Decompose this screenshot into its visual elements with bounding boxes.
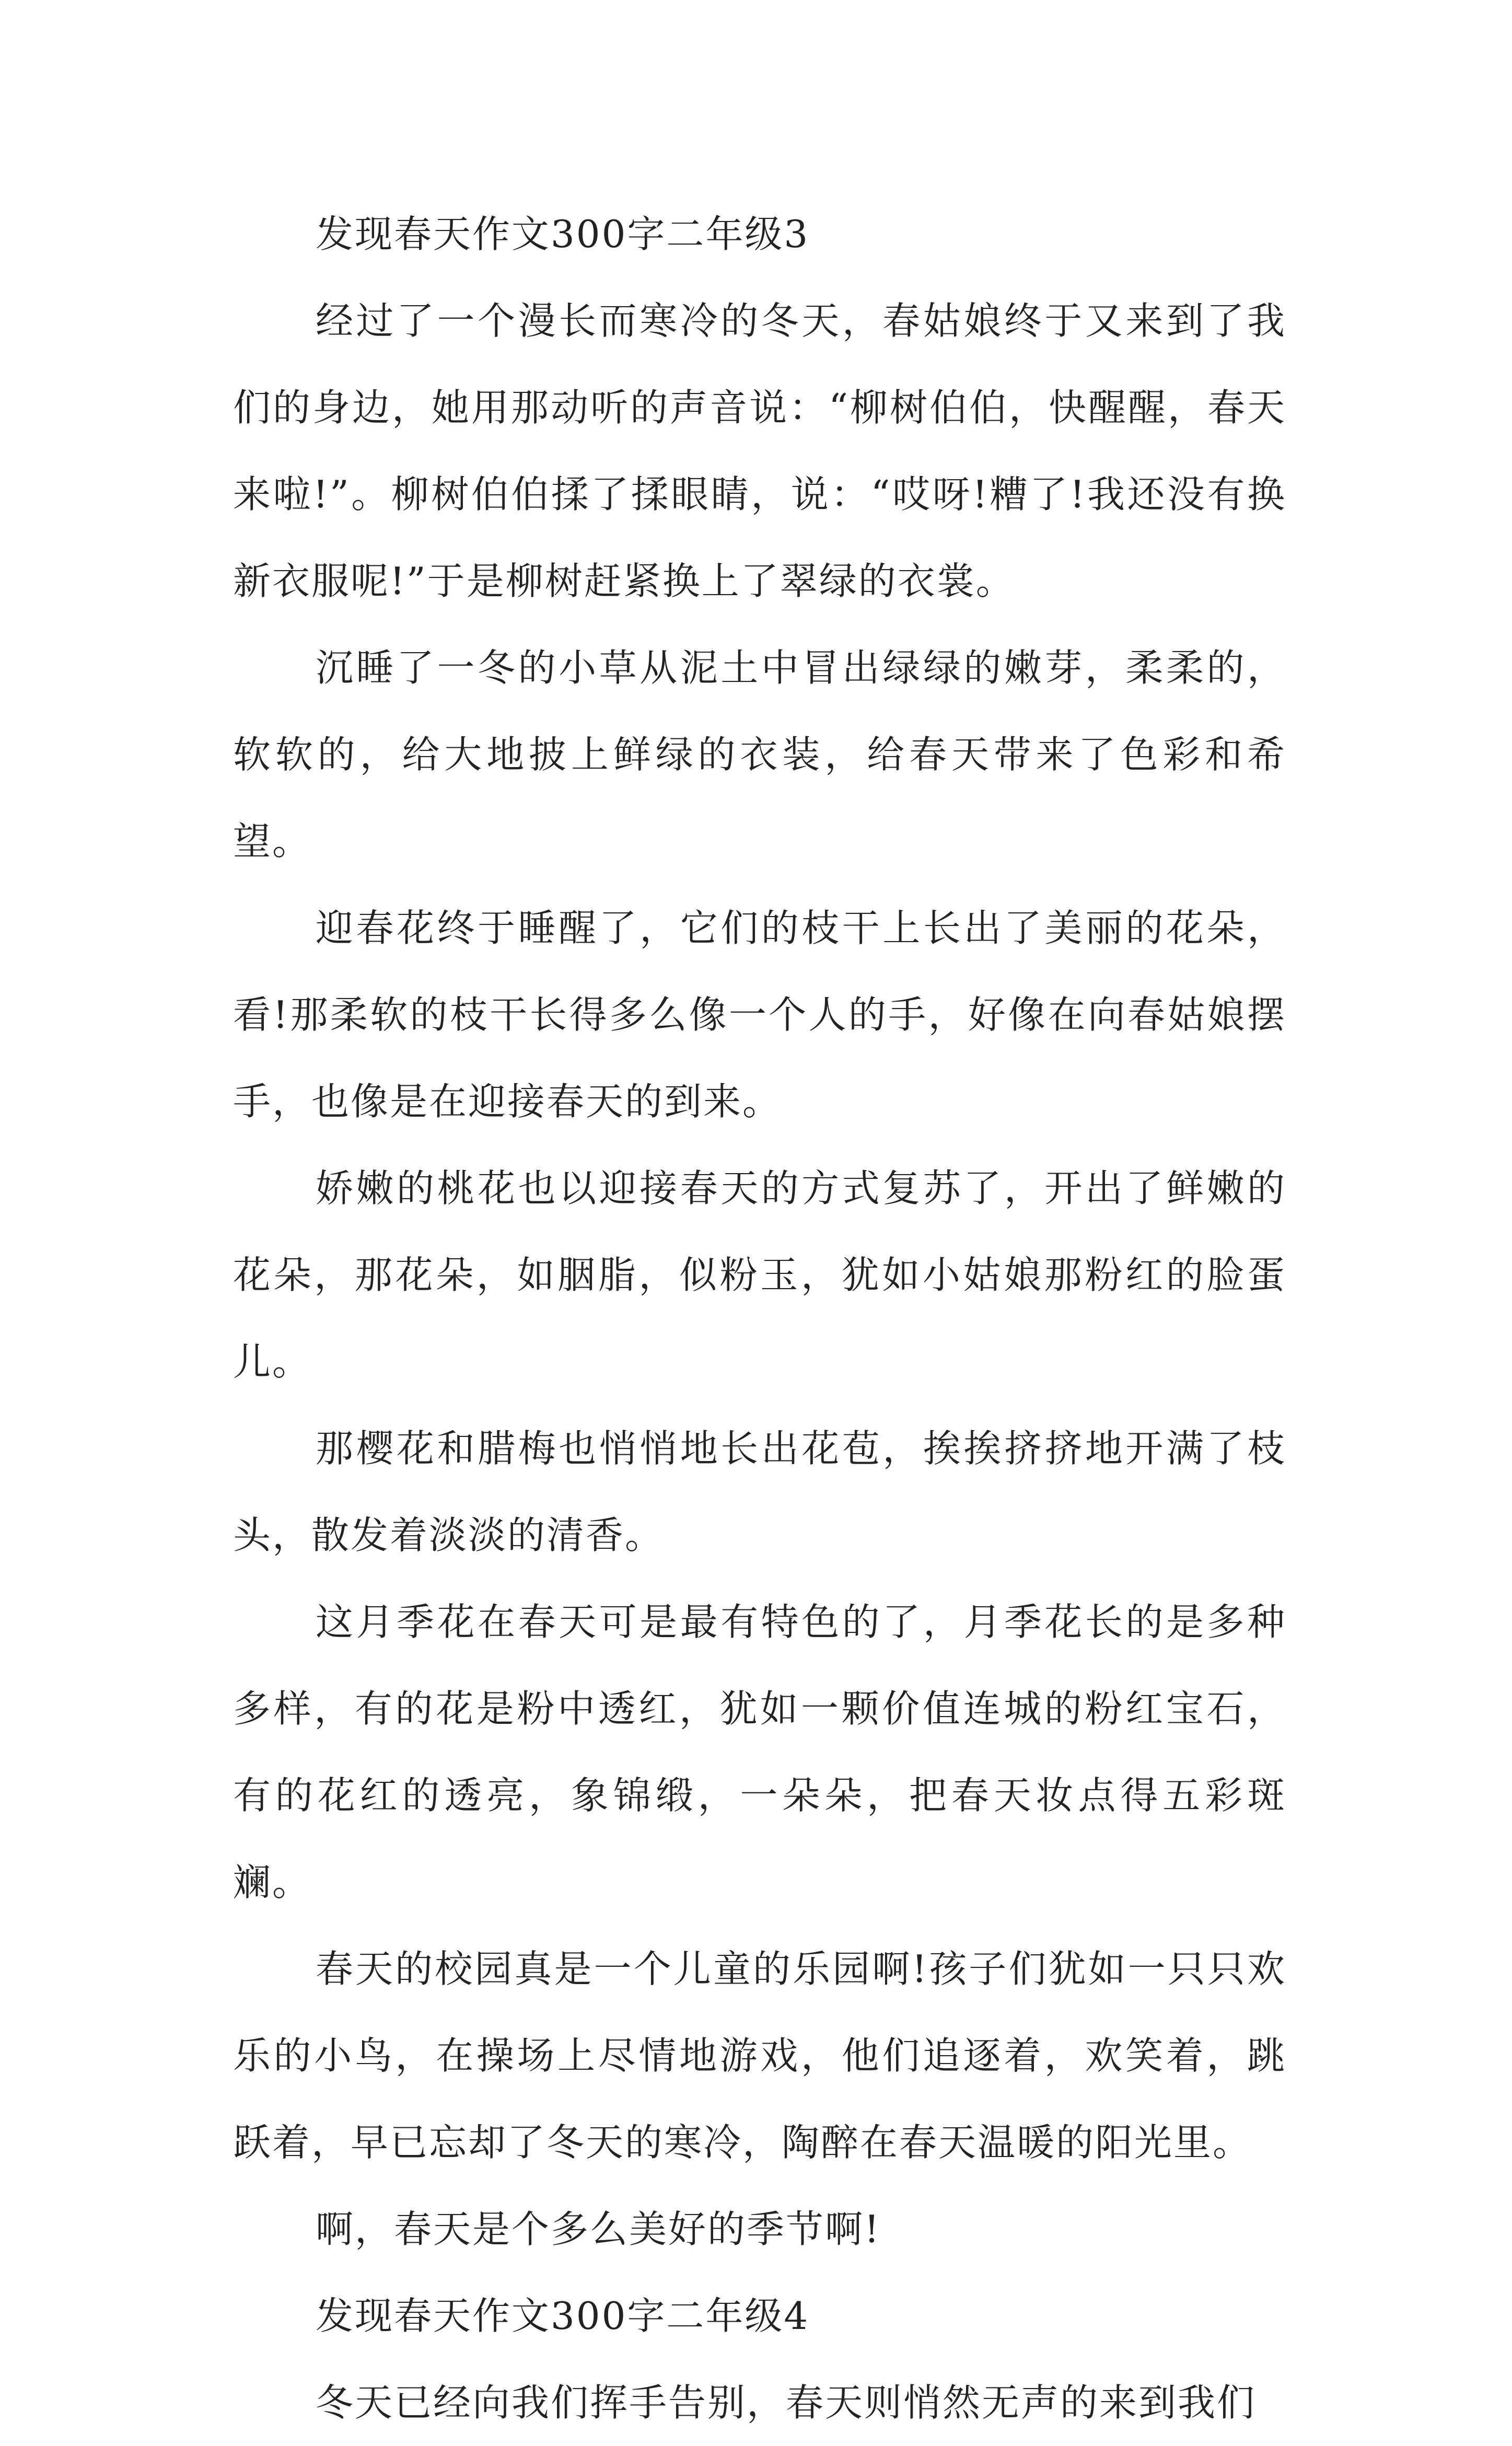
paragraph: 那樱花和腊梅也悄悄地长出花苞，挨挨挤挤地开满了枝头，散发着淡淡的清香。 (233, 1427, 1286, 1557)
paragraph: 沉睡了一冬的小草从泥土中冒出绿绿的嫩芽，柔柔的，软软的，给大地披上鲜绿的衣装，给春天带来了色彩和希望。 (233, 646, 1286, 863)
paragraph: 啊，春天是个多么美好的季节啊! (316, 2207, 881, 2251)
paragraph: 娇嫩的桃花也以迎接春天的方式复苏了，开出了鲜嫩的花朵，那花朵，如胭脂，似粉玉，犹如小姑娘那粉红的脸蛋儿。 (233, 1166, 1286, 1384)
paragraph: 春天的校园真是一个儿童的乐园啊!孩子们犹如一只只欢乐的小鸟，在操场上尽情地游戏，他们追逐着，欢笑着，跳跃着，早已忘却了冬天的寒冷，陶醉在春天温暖的阳光里。 (233, 1947, 1286, 2164)
paragraph: 迎春花终于睡醒了，它们的枝干上长出了美丽的花朵，看!那柔软的枝干长得多么像一个人的手，好像在向春姑娘摆手，也像是在迎接春天的到来。 (233, 906, 1286, 1123)
section-heading: 发现春天作文300字二年级3 (316, 212, 810, 256)
section-heading: 发现春天作文300字二年级4 (316, 2294, 810, 2338)
paragraph: 经过了一个漫长而寒冷的冬天，春姑娘终于又来到了我们的身边，她用那动听的声音说：“柳树伯伯，快醒醒，春天来啦!”。柳树伯伯揉了揉眼睛，说：“哎呀!糟了!我还没有换新衣服呢!”于是柳树赶紧换上了翠绿的衣裳。 (233, 299, 1286, 603)
paragraph: 冬天已经向我们挥手告别，春天则悄然无声的来到我们 (316, 2381, 1257, 2425)
document-body (233, 191, 1286, 2446)
paragraph: 这月季花在春天可是最有特色的了，月季花长的是多种多样，有的花是粉中透红，犹如一颗价值连城的粉红宝石，有的花红的透亮，象锦缎，一朵朵，把春天妆点得五彩斑斓。 (233, 1600, 1286, 1904)
